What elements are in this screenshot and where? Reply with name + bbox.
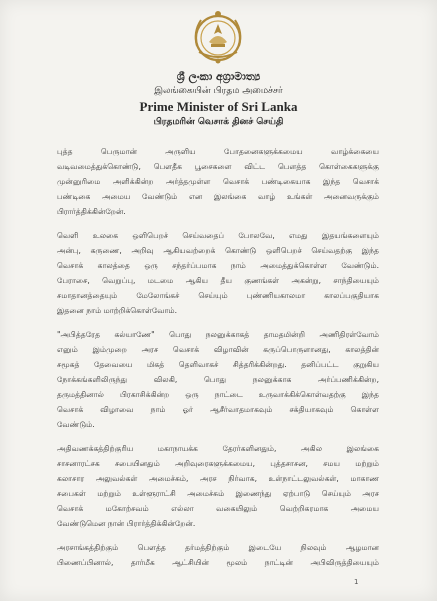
page-number: 1 <box>354 578 359 586</box>
sinhala-title: ශ්‍රී ලංකා අග්‍රාමාත්‍ය <box>176 70 261 83</box>
english-title: Prime Minister of Sri Lanka <box>139 99 298 114</box>
text-line: பிரார்த்திக்கின்றேன். <box>57 207 126 216</box>
text-line: வெசாக் காலத்தை ஒரு சந்தர்ப்பமாக நாம் அமைத்துக்கொள்ள வேண்டும். <box>57 261 379 270</box>
tamil-title: இலங்கையின் பிரதம அமைச்சர் <box>154 86 283 96</box>
text-line: வெசாக் மகோற்சவம் எல்லா வகையிலும் வெற்றிகரமாக அமைய <box>57 504 379 513</box>
text-line: புத்த பெருமான் அருளிய போதனைகளுக்கமைய வாழ்க்கையை <box>57 147 379 156</box>
text-line: பேராசை, வெறுப்பு, மடமை ஆகிய தீய குணங்கள் அகன்று, சாந்தியையும் <box>57 276 379 285</box>
text-line: வடிவமைத்துக்கொண்டு, பௌதீக பூசைகளை விட்ட பௌத்த கொள்கைகளுக்கு <box>57 162 379 171</box>
paragraph <box>57 540 379 570</box>
paragraph <box>57 144 379 219</box>
text-line: தருமத்தினால் பிரகாசிக்கின்ற ஒரு நாட்டை உருவாக்கிக்கொள்வதற்கு இந்த <box>57 390 379 399</box>
message-title: பிரதமரின் வெசாக் தினச் செய்தி <box>153 117 284 127</box>
text-line: வெசாக் விழாவை நாம் ஓர் ஆசீர்வாதமாகவும் சக்தியாகவும் கொள்ள <box>57 405 379 414</box>
text-line: பிணைப்பினால், தார்மீக ஆட்சியின் மூலம் நாட்டின் அபிவிருத்தியையும் <box>57 558 379 567</box>
text-line: அதிவணக்கத்திற்குரிய மகாநாயக்க தேரர்களினதும், அகில இலங்கை <box>57 444 379 453</box>
text-line: அன்பு, கருணை, அறிவு ஆகியவற்றைக் கொண்டு ஒளிபெறச் செய்வதற்கு இந்த <box>57 246 379 255</box>
state-emblem-icon <box>187 8 249 66</box>
text-line: சாசனாரட்சக சபையினதும் அறிவுரைகளுக்கமைய, புத்தசாசன, சமய மற்றும் <box>57 459 379 468</box>
text-line: வெளி உலகை ஒளிபெறச் செய்வதைப் போலவே, எமது இதயங்களையும் <box>57 231 379 240</box>
text-line: வேண்டுமென நான் பிரார்த்திக்கின்றேன். <box>57 519 196 528</box>
text-line: நோக்கங்களிலிருந்து விலகி, பொது நலனுக்காக அர்ப்பணிக்கின்ற, <box>57 375 379 384</box>
text-line: இதனை நாம் மாற்றிக்கொள்வோம். <box>57 306 178 315</box>
text-line: கலாசார அலுவல்கள் அமைச்சும், அரச நிர்வாக, உள்நாட்டலுவல்கள், மாகாண <box>57 474 379 483</box>
text-line: பண்டிகை அமைய வேண்டும் என இலங்கை வாழ் உங்கள் அனைவருக்கும் <box>57 192 379 201</box>
text-line: சமாதானத்தையும் மேலோங்கச் செய்யும் புண்ணியகாலமா காலப்பகுதியாக <box>57 291 379 300</box>
message-body <box>57 144 379 579</box>
text-line: எனும் இம்முறை அரச வெசாக் விழாவின் கருப்பொருளானது, காலத்தின் <box>57 345 379 354</box>
text-line: முன்னுரிமை அளிக்கின்ற அர்த்தமுள்ள வெசாக் பண்டிகையாக இந்த வெசாக் <box>57 177 379 186</box>
paragraph <box>57 441 379 531</box>
text-line: அரசாங்கத்திற்கும் பௌத்த தர்மத்திற்கும் இடையே நிலவும் ஆழமான <box>57 543 379 552</box>
paragraph <box>57 228 379 318</box>
text-line: சபைகள் மற்றும் உள்ளூராட்சி அமைச்சும் இணைந்து ஏற்பாடு செய்யும் அரச <box>57 489 379 498</box>
text-line: வேண்டும். <box>57 420 95 429</box>
text-line: "அபித்தரேத கல்யாணே" பொது நலனுக்காகத் தாமதமின்றி அணிதிரள்வோம் <box>57 330 379 339</box>
paragraph <box>57 327 379 432</box>
text-line: சமூகத் தேவையை மிகத் தெளிவாகச் சித்தரிக்கின்றது. தனிப்பட்ட குறுகிய <box>57 360 379 369</box>
